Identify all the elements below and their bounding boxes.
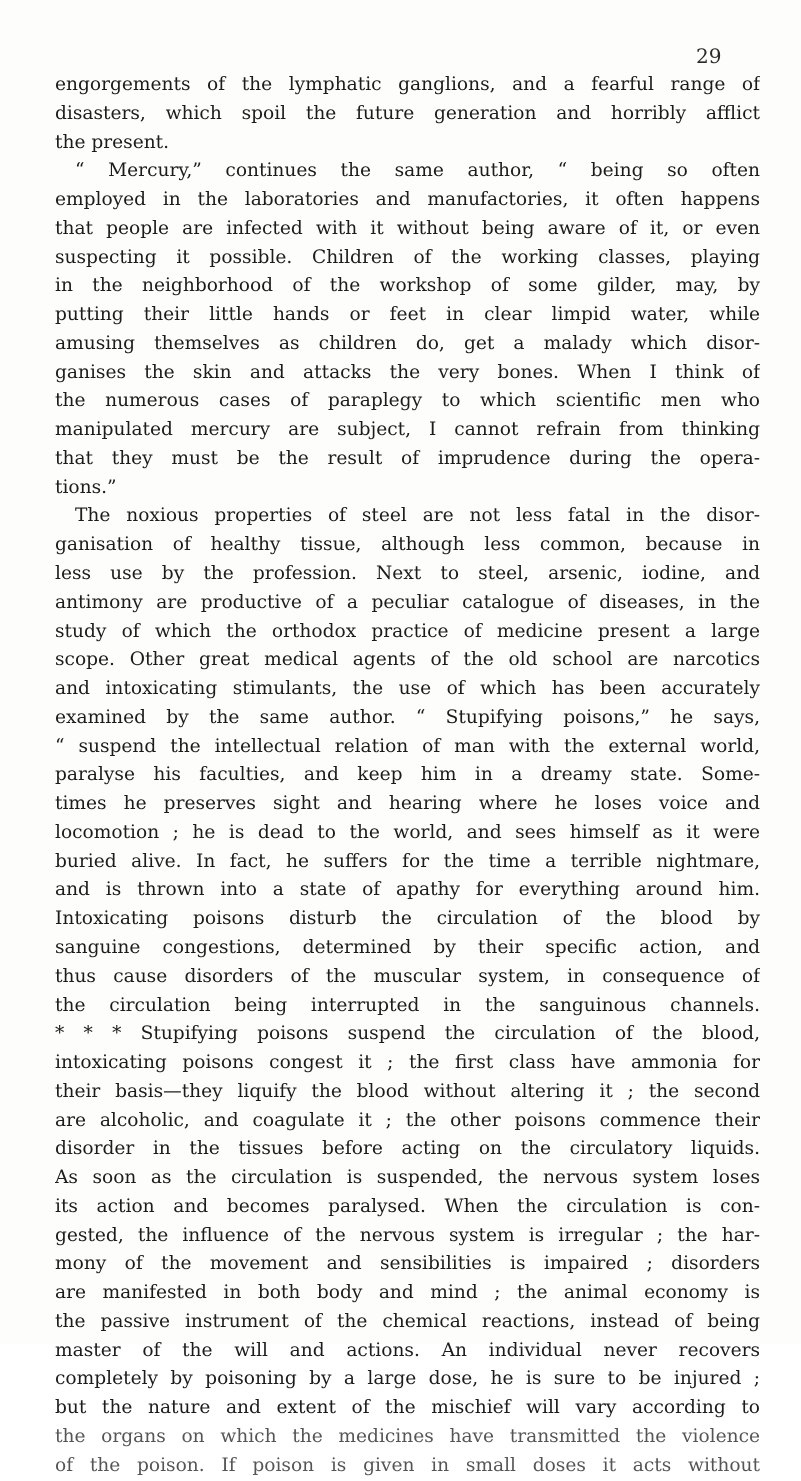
text-line: locomotion ; he is dead to the world, and sees himself as it were xyxy=(55,821,760,843)
text-line: the circulation being interrupted in the sanguinous channels. xyxy=(55,994,760,1016)
text-line: disorder in the tissues before acting on the circulatory liquids. xyxy=(55,1138,760,1160)
text-line: are alcoholic, and coagulate it ; the other poisons commence their xyxy=(55,1109,760,1131)
text-line: “ suspend the intellectual relation of man with the external world, xyxy=(55,735,760,757)
text-line: mony of the movement and sensibilities is impaired ; disorders xyxy=(55,1253,760,1275)
text-line: and is thrown into a state of apathy for everything around him. xyxy=(55,879,760,901)
text-line: employed in the laboratories and manufactories, it often happens xyxy=(55,189,760,211)
text-line: study of which the orthodox practice of medicine present a large xyxy=(55,620,760,642)
text-line: that people are infected with it without being aware of it, or even xyxy=(55,217,760,239)
text-line: ganisation of healthy tissue, although less common, because in xyxy=(55,534,760,556)
text-line: examined by the same author. “ Stupifying poisons,” he says, xyxy=(55,706,760,728)
text-line: the passive instrument of the chemical reactions, instead of being xyxy=(55,1310,760,1332)
body-text xyxy=(55,71,760,1481)
text-line: disasters, which spoil the future generation and horribly afflict xyxy=(55,102,760,124)
text-line: amusing themselves as children do, get a malady which disor- xyxy=(55,332,760,354)
text-line: in the neighborhood of the workshop of some gilder, may, by xyxy=(55,275,760,297)
text-line: less use by the profession. Next to steel, arsenic, iodine, and xyxy=(55,563,760,585)
text-line: completely by poisoning by a large dose, he is sure to be injured ; xyxy=(55,1368,760,1390)
text-line: “ Mercury,” continues the same author, “ being so often xyxy=(75,160,760,182)
text-line: ganises the skin and attacks the very bones. When I think of xyxy=(55,361,760,383)
text-line: suspecting it possible. Children of the working classes, playing xyxy=(55,246,760,268)
text-line: the present. xyxy=(55,131,170,153)
text-line: As soon as the circulation is suspended, the nervous system loses xyxy=(55,1167,760,1189)
text-line: their basis—they liquify the blood without altering it ; the second xyxy=(55,1080,760,1102)
text-line: tions.” xyxy=(55,476,117,498)
text-line: the numerous cases of paraplegy to which scientific men who xyxy=(55,390,760,412)
text-line: the organs on which the medicines have transmitted the violence xyxy=(55,1425,760,1447)
text-line: buried alive. In fact, he suffers for the time a terrible nightmare, xyxy=(55,850,760,872)
page-number: 29 xyxy=(696,44,722,68)
text-line: putting their little hands or feet in clear limpid water, while xyxy=(55,304,760,326)
text-line: gested, the influence of the nervous system is irregular ; the har- xyxy=(55,1224,760,1246)
text-line: intoxicating poisons congest it ; the first class have ammonia for xyxy=(55,1052,760,1074)
text-line: that they must be the result of imprudence during the opera- xyxy=(55,447,760,469)
text-line: The noxious properties of steel are not less fatal in the disor- xyxy=(75,505,760,527)
text-line: its action and becomes paralysed. When the circulation is con- xyxy=(55,1195,760,1217)
text-line: but the nature and extent of the mischief will vary according to xyxy=(55,1397,760,1419)
text-line: scope. Other great medical agents of the old school are narcotics xyxy=(55,649,760,671)
text-line: sanguine congestions, determined by their specific action, and xyxy=(55,936,760,958)
text-line: thus cause disorders of the muscular system, in consequence of xyxy=(55,965,760,987)
text-line: master of the will and actions. An individual never recovers xyxy=(55,1339,760,1361)
text-line: Intoxicating poisons disturb the circulation of the blood by xyxy=(55,908,760,930)
text-line: antimony are productive of a peculiar catalogue of diseases, in the xyxy=(55,591,760,613)
text-line: manipulated mercury are subject, I cannot refrain from thinking xyxy=(55,419,760,441)
text-line: engorgements of the lymphatic ganglions, and a fearful range of xyxy=(55,74,760,95)
text-line: and intoxicating stimulants, the use of which has been accurately xyxy=(55,678,760,700)
text-line: paralyse his faculties, and keep him in a dreamy state. Some- xyxy=(55,764,760,786)
text-line: are manifested in both body and mind ; the animal economy is xyxy=(55,1282,760,1304)
text-line: of the poison. If poison is given in small doses it acts without xyxy=(55,1454,760,1476)
text-line: times he preserves sight and hearing where he loses voice and xyxy=(55,793,760,815)
text-line: * * * Stupifying poisons suspend the circulation of the blood, xyxy=(55,1023,760,1045)
